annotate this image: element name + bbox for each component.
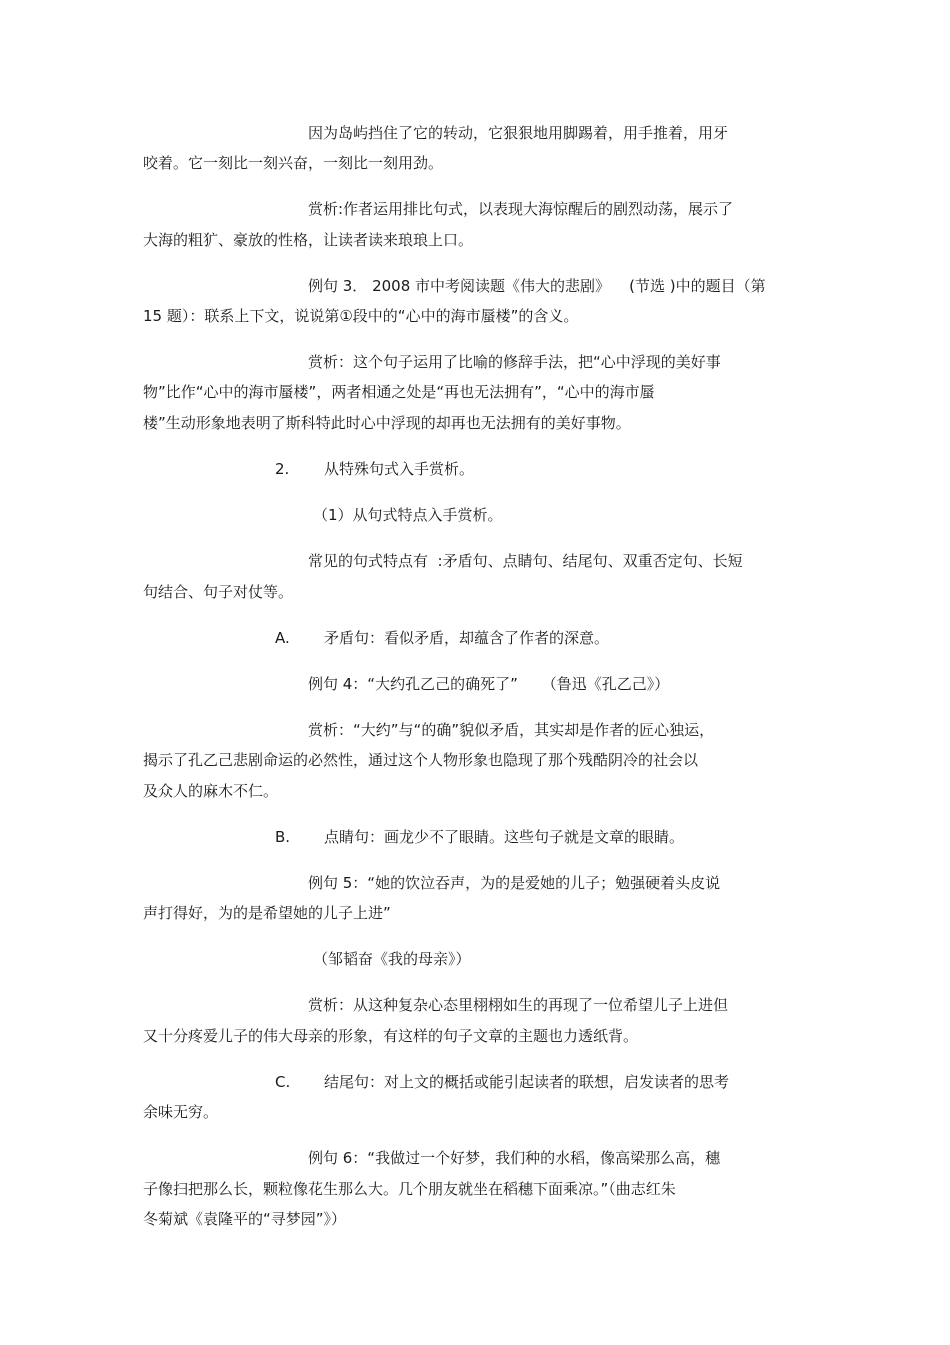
- text-line: 冬菊斌《袁隆平的“寻梦园”》）: [143, 1210, 347, 1228]
- list-marker: C.: [275, 1073, 291, 1091]
- subsection-heading: （1）从句式特点入手赏析。: [313, 506, 503, 524]
- text-line: 子像扫把那么长，颗粒像花生那么大。几个朋友就坐在稻穗下面乘凉。”（曲志红朱: [143, 1180, 676, 1198]
- text-line: （邹韬奋《我的母亲》）: [313, 950, 471, 968]
- text-line: 例句 6：“我做过一个好梦，我们种的水稻，像高梁那么高，穗: [308, 1149, 721, 1167]
- text-line: 赏析：这个句子运用了比喻的修辞手法，把“心中浮现的美好事: [308, 353, 721, 371]
- text-line: 结尾句：对上文的概括或能引起读者的联想，启发读者的思考: [324, 1073, 730, 1091]
- text-line: 大海的粗犷、豪放的性格，让读者读来琅琅上口。: [143, 231, 474, 249]
- text-line: 揭示了孔乙己悲剧命运的必然性，通过这个人物形象也隐现了那个残酷阴冷的社会以: [143, 751, 699, 769]
- text-line: 矛盾句：看似矛盾，却蕴含了作者的深意。: [324, 629, 610, 647]
- text-line: 及众人的麻木不仁。: [143, 782, 279, 800]
- text-line: 例句 4：“大约孔乙己的确死了” （鲁迅《孔乙己》）: [308, 675, 670, 693]
- text-line: 楼”生动形象地表明了斯科特此时心中浮现的却再也无法拥有的美好事物。: [143, 414, 631, 432]
- text-line: 15 题）：联系上下文，说说第①段中的“心中的海市蜃楼”的含义。: [143, 307, 579, 325]
- text-line: 物”比作“心中的海市蜃楼”，两者相通之处是“再也无法拥有”，“心中的海市蜃: [143, 383, 655, 401]
- text-line: 常见的句式特点有 :矛盾句、点睛句、结尾句、双重否定句、长短: [308, 552, 743, 570]
- text-line: 又十分疼爱儿子的伟大母亲的形象，有这样的句子文章的主题也力透纸背。: [143, 1027, 639, 1045]
- text-line: 赏析：“大约”与“的确”貌似矛盾，其实却是作者的匠心独运，: [308, 721, 715, 739]
- text-line: 赏析:作者运用排比句式，以表现大海惊醒后的剧烈动荡，展示了: [308, 200, 734, 218]
- text-line: 例句 3． 2008 市中考阅读题《伟大的悲剧》 (节选 )中的题目（第: [308, 277, 766, 295]
- text-line: 因为岛屿挡住了它的转动，它狠狠地用脚踢着，用手推着，用牙: [308, 124, 729, 142]
- text-line: 例句 5：“她的饮泣吞声，为的是爱她的儿子；勉强硬着头皮说: [308, 874, 721, 892]
- list-marker: 2.: [275, 460, 290, 478]
- section-heading: 从特殊句式入手赏析。: [324, 460, 475, 478]
- text-line: 赏析：从这种复杂心态里栩栩如生的再现了一位希望儿子上进但: [308, 996, 729, 1014]
- list-marker: B.: [275, 828, 291, 846]
- text-line: 声打得好，为的是希望她的儿子上进”: [143, 904, 391, 922]
- text-line: 咬着。它一刻比一刻兴奋，一刻比一刻用劲。: [143, 154, 444, 172]
- text-line: 句结合、句子对仗等。: [143, 583, 294, 601]
- text-line: 点睛句：画龙少不了眼睛。这些句子就是文章的眼睛。: [324, 828, 685, 846]
- text-line: 余味无穷。: [143, 1103, 219, 1121]
- list-marker: A.: [275, 629, 290, 647]
